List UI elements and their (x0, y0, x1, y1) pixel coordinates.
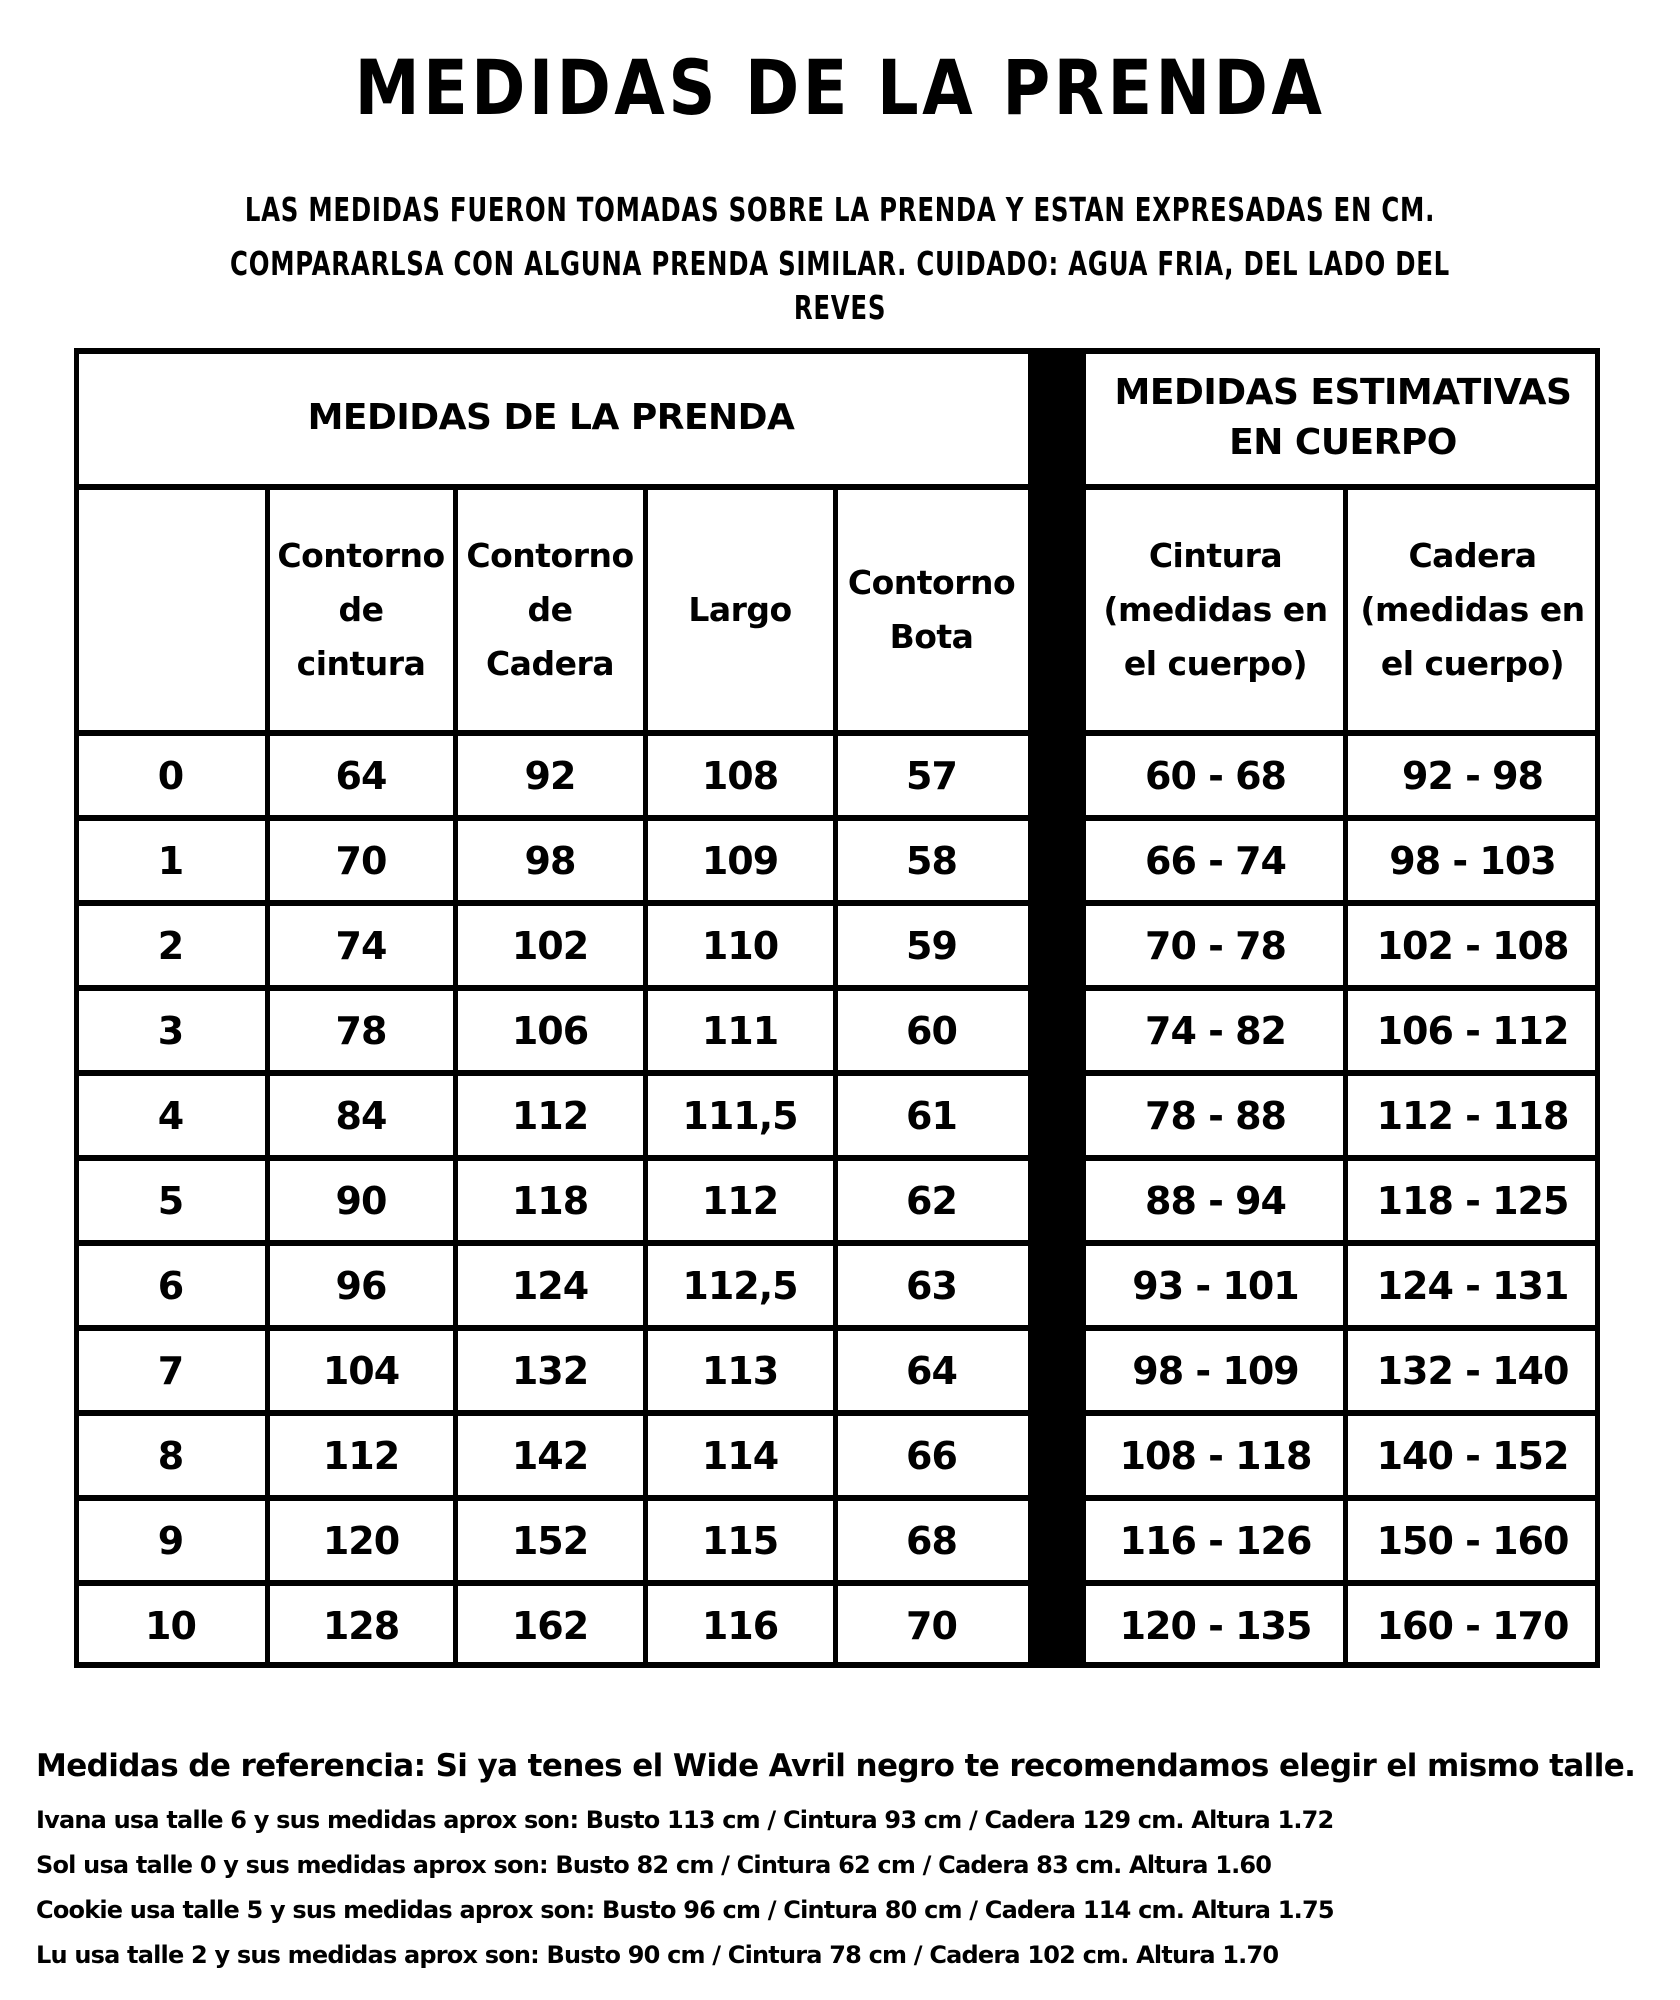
column-header-line: Contorno (466, 536, 634, 575)
subtitle-line-2: COMPARARLSA CON ALGUNA PRENDA SIMILAR. CUIDADO: AGUA FRIA, DEL LADO DEL REVES (230, 244, 1450, 327)
reference-line: Sol usa talle 0 y sus medidas aprox son: Busto 82 cm / Cintura 62 cm / Cadera 83 cm. Altura 1.60 (36, 1851, 1272, 1879)
cell-cadera-cuerpo: 150 - 160 (1376, 1518, 1569, 1563)
cell-contorno-cadera: 106 (511, 1008, 589, 1053)
cell-largo: 113 (701, 1348, 779, 1393)
cell-contorno-cadera: 98 (524, 838, 576, 883)
group-header-body (1086, 348, 1600, 487)
cell-contorno-bota: 68 (906, 1518, 957, 1563)
cell-cintura-cuerpo: 66 - 74 (1145, 838, 1286, 883)
size-label: 0 (157, 753, 184, 798)
cell-contorno-cintura: 128 (322, 1603, 400, 1648)
cell-contorno-cadera: 118 (511, 1178, 589, 1223)
size-label: 3 (157, 1008, 184, 1053)
column-header-line: Cadera (1408, 536, 1537, 575)
cell-contorno-cadera: 124 (511, 1263, 589, 1308)
cell-contorno-cadera: 142 (511, 1433, 589, 1478)
cell-contorno-bota: 64 (906, 1348, 957, 1393)
cell-cintura-cuerpo: 108 - 118 (1119, 1433, 1312, 1478)
group-header-body-line-2: EN CUERPO (1229, 421, 1457, 463)
table-border-top (74, 348, 1600, 354)
column-header-line: Bota (889, 617, 974, 656)
column-header-cintura-cuerpo (1086, 487, 1345, 733)
reference-title: Medidas de referencia: Si ya tenes el Wide Avril negro te recomendamos elegir el mismo talle. (36, 1748, 1636, 1784)
cell-cintura-cuerpo: 70 - 78 (1145, 923, 1286, 968)
cell-largo: 115 (701, 1518, 779, 1563)
table-border-left (74, 348, 79, 1668)
size-label: 4 (157, 1093, 184, 1138)
cell-largo: 111 (701, 1008, 779, 1053)
column-header-contorno-cintura (267, 487, 455, 733)
cell-contorno-bota: 61 (906, 1093, 957, 1138)
cell-contorno-cintura: 120 (322, 1518, 400, 1563)
cell-contorno-bota: 70 (906, 1603, 957, 1648)
reference-line: Lu usa talle 2 y sus medidas aprox son: Busto 90 cm / Cintura 78 cm / Cadera 102 cm. Altura 1.70 (36, 1941, 1279, 1969)
size-label: 1 (157, 838, 184, 883)
column-header-line: Cadera (485, 644, 615, 683)
cell-largo: 116 (701, 1603, 779, 1648)
cell-largo: 109 (701, 838, 779, 883)
cell-cadera-cuerpo: 98 - 103 (1389, 838, 1556, 883)
cell-cintura-cuerpo: 98 - 109 (1132, 1348, 1299, 1393)
column-header-line: de (338, 590, 384, 629)
cell-cintura-cuerpo: 88 - 94 (1145, 1178, 1286, 1223)
cell-largo: 114 (701, 1433, 779, 1478)
table-border-right (1595, 348, 1600, 1668)
size-label: 8 (157, 1433, 184, 1478)
cell-contorno-cadera: 92 (524, 753, 576, 798)
cell-cintura-cuerpo: 116 - 126 (1119, 1518, 1312, 1563)
size-label: 9 (157, 1518, 184, 1563)
cell-cadera-cuerpo: 160 - 170 (1376, 1603, 1569, 1648)
cell-cintura-cuerpo: 74 - 82 (1145, 1008, 1286, 1053)
cell-largo: 112 (701, 1178, 779, 1223)
cell-cadera-cuerpo: 112 - 118 (1376, 1093, 1569, 1138)
size-label: 10 (145, 1603, 196, 1648)
cell-contorno-bota: 66 (906, 1433, 957, 1478)
reference-line: Ivana usa talle 6 y sus medidas aprox son: Busto 113 cm / Cintura 93 cm / Cadera 129 cm. Altura 1.72 (36, 1806, 1334, 1834)
cell-contorno-bota: 63 (906, 1263, 957, 1308)
column-header-line: cintura (296, 644, 426, 683)
size-label: 5 (157, 1178, 184, 1223)
cell-cadera-cuerpo: 106 - 112 (1376, 1008, 1569, 1053)
grid-line-vertical (643, 487, 648, 1668)
cell-cintura-cuerpo: 93 - 101 (1132, 1263, 1299, 1308)
cell-cintura-cuerpo: 78 - 88 (1145, 1093, 1286, 1138)
cell-contorno-cintura: 104 (322, 1348, 400, 1393)
grid-line-vertical (265, 487, 270, 1668)
cell-contorno-cadera: 162 (511, 1603, 589, 1648)
column-header-line: (medidas en (1360, 590, 1585, 629)
column-header-line: Contorno (847, 563, 1016, 602)
column-header-talle (74, 487, 267, 733)
cell-contorno-cadera: 112 (511, 1093, 589, 1138)
cell-contorno-cadera: 152 (511, 1518, 589, 1563)
cell-contorno-cintura: 90 (335, 1178, 387, 1223)
cell-largo: 110 (701, 923, 779, 968)
grid-line-vertical (453, 487, 458, 1668)
cell-contorno-cintura: 70 (335, 838, 387, 883)
cell-contorno-cintura: 112 (322, 1433, 400, 1478)
size-label: 6 (157, 1263, 184, 1308)
cell-largo: 112,5 (682, 1263, 798, 1308)
cell-cintura-cuerpo: 120 - 135 (1119, 1603, 1312, 1648)
size-chart-table (74, 348, 1600, 1668)
column-header-cadera-cuerpo (1345, 487, 1600, 733)
cell-contorno-bota: 57 (906, 753, 957, 798)
subtitle-line-1: LAS MEDIDAS FUERON TOMADAS SOBRE LA PRENDA Y ESTAN EXPRESADAS EN CM. (244, 190, 1436, 229)
column-header-line: Largo (688, 590, 792, 629)
column-header-contorno-cadera (455, 487, 645, 733)
size-label: 7 (157, 1348, 184, 1393)
page-title: MEDIDAS DE LA PRENDA (354, 43, 1326, 132)
cell-cadera-cuerpo: 118 - 125 (1376, 1178, 1569, 1223)
grid-line-vertical (833, 487, 838, 1668)
column-header-line: Contorno (277, 536, 445, 575)
cell-contorno-cintura: 96 (335, 1263, 387, 1308)
column-header-line: el cuerpo) (1380, 644, 1565, 683)
column-header-largo (645, 487, 835, 733)
group-header-body-line-1: MEDIDAS ESTIMATIVAS (1114, 371, 1572, 413)
cell-contorno-bota: 59 (906, 923, 957, 968)
cell-cadera-cuerpo: 140 - 152 (1376, 1433, 1569, 1478)
grid-line-vertical (1343, 487, 1348, 1668)
cell-largo: 111,5 (682, 1093, 798, 1138)
column-header-line: (medidas en (1103, 590, 1328, 629)
column-header-contorno-bota (835, 487, 1028, 733)
column-header-line: Cintura (1148, 536, 1283, 575)
cell-contorno-bota: 60 (906, 1008, 957, 1053)
cell-cintura-cuerpo: 60 - 68 (1145, 753, 1286, 798)
column-header-line: el cuerpo) (1123, 644, 1308, 683)
reference-line: Cookie usa talle 5 y sus medidas aprox son: Busto 96 cm / Cintura 80 cm / Cadera 114 cm. Altura 1.75 (36, 1896, 1334, 1924)
group-header-garment: MEDIDAS DE LA PRENDA (307, 396, 795, 438)
column-header-line: de (527, 590, 573, 629)
cell-contorno-cadera: 132 (511, 1348, 589, 1393)
cell-contorno-cintura: 84 (335, 1093, 387, 1138)
section-divider-bar (1028, 348, 1086, 1668)
cell-cadera-cuerpo: 102 - 108 (1376, 923, 1569, 968)
cell-contorno-cintura: 64 (335, 753, 387, 798)
cell-cadera-cuerpo: 132 - 140 (1376, 1348, 1569, 1393)
cell-contorno-cintura: 78 (335, 1008, 387, 1053)
cell-cadera-cuerpo: 92 - 98 (1402, 753, 1543, 798)
cell-contorno-bota: 62 (906, 1178, 957, 1223)
cell-cadera-cuerpo: 124 - 131 (1376, 1263, 1569, 1308)
cell-contorno-cadera: 102 (511, 923, 589, 968)
cell-contorno-bota: 58 (906, 838, 957, 883)
cell-contorno-cintura: 74 (335, 923, 387, 968)
cell-largo: 108 (701, 753, 779, 798)
size-label: 2 (157, 923, 184, 968)
